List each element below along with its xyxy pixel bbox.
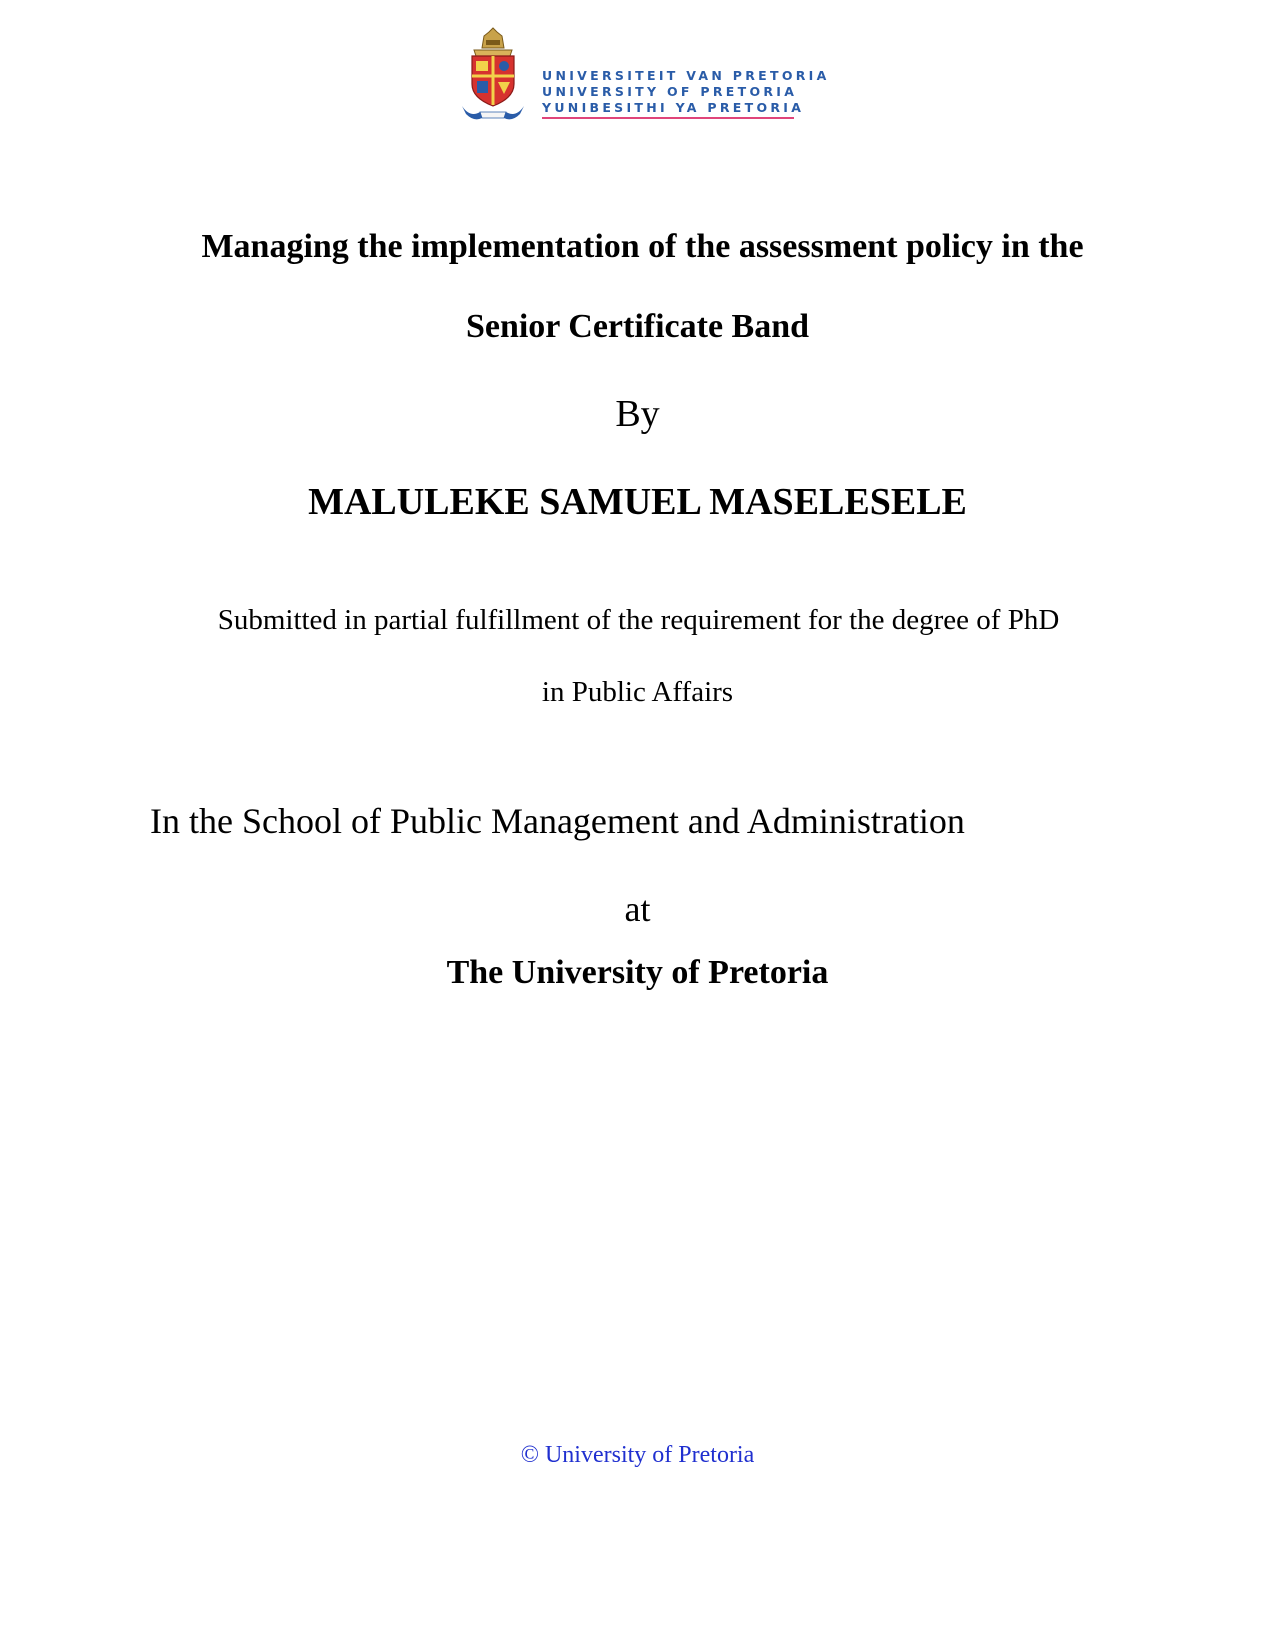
by-label: By xyxy=(615,393,660,435)
thesis-title-line-2: Senior Certificate Band xyxy=(465,308,810,345)
submission-statement-line-1: Submitted in partial fulfillment of the requirement for the degree of PhD xyxy=(217,604,1060,636)
university-wordmark xyxy=(542,68,830,119)
wordmark-line-sepedi: YUNIBESITHI YA PRETORIA xyxy=(542,100,805,115)
school-name: In the School of Public Management and Administration xyxy=(150,801,965,841)
submission-statement-line-2: in Public Affairs xyxy=(541,676,734,708)
university-crest-icon xyxy=(460,26,526,122)
thesis-title-line-1: Managing the implementation of the assessment policy in the xyxy=(201,228,1084,265)
wordmark-line-afrikaans: UNIVERSITEIT VAN PRETORIA xyxy=(542,68,830,83)
university-name: The University of Pretoria xyxy=(446,954,829,991)
at-label: at xyxy=(624,889,651,929)
author-name: MALULEKE SAMUEL MASELESELE xyxy=(308,481,967,523)
university-logo xyxy=(460,26,830,126)
wordmark-rule xyxy=(542,117,794,119)
wordmark-line-english: UNIVERSITY OF PRETORIA xyxy=(542,84,798,99)
copyright-notice: © University of Pretoria xyxy=(520,1442,755,1468)
